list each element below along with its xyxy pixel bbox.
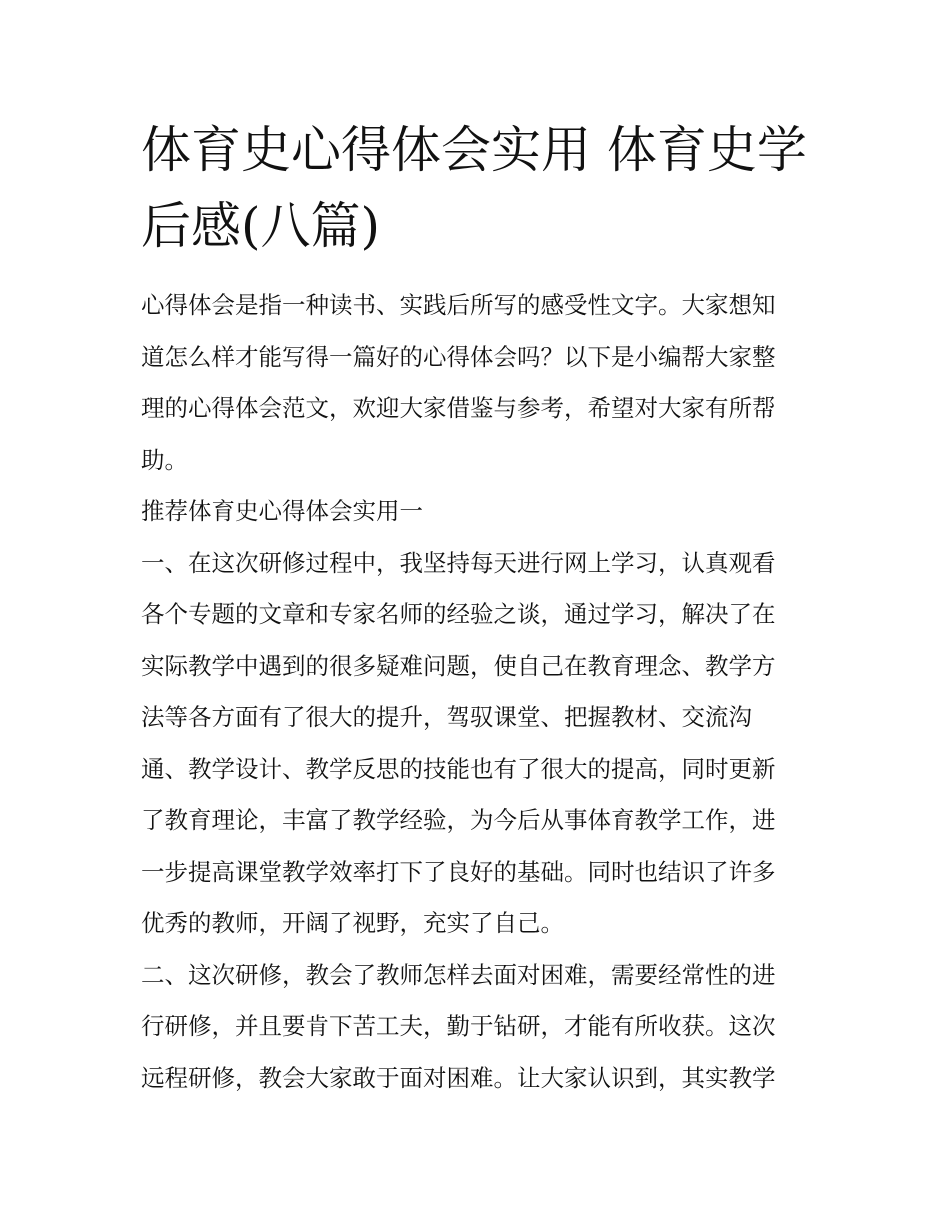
- title-line-2: 后感(八篇): [141, 197, 381, 255]
- body-line: 了教育理论，丰富了教学经验，为今后从事体育教学工作，进: [141, 806, 776, 834]
- body-line: 心得体会是指一种读书、实践后所写的感受性文字。大家想知: [141, 291, 776, 319]
- body-line: 助。: [141, 445, 188, 474]
- body-line: 法等各方面有了很大的提升，驾驭课堂、把握教材、交流沟: [141, 703, 752, 731]
- body-line: 优秀的教师，开阔了视野，充实了自己。: [141, 909, 564, 937]
- body-line: 一、在这次研修过程中，我坚持每天进行网上学习，认真观看: [141, 548, 776, 577]
- document-body: [141, 280, 813, 1104]
- body-line: 道怎么样才能写得一篇好的心得体会吗？以下是小编帮大家整: [141, 342, 776, 371]
- title-line-1: 体育史心得体会实用 体育史学: [141, 121, 807, 179]
- body-line: 二、这次研修，教会了教师怎样去面对困难，需要经常性的进: [141, 960, 776, 989]
- body-line: 理的心得体会范文，欢迎大家借鉴与参考，希望对大家有所帮: [141, 394, 776, 422]
- body-line: 实际教学中遇到的很多疑难问题，使自己在教育理念、教学方: [141, 651, 776, 680]
- body-line: 各个专题的文章和专家名师的经验之谈，通过学习，解决了在: [141, 600, 776, 628]
- body-line: 一步提高课堂教学效率打下了良好的基础。同时也结识了许多: [141, 857, 776, 886]
- section-heading: 推荐体育史心得体会实用一: [141, 497, 423, 525]
- document-title: [141, 112, 821, 264]
- body-line: 行研修，并且要肯下苦工夫，勤于钻研，才能有所收获。这次: [141, 1012, 776, 1040]
- body-line: 通、教学设计、教学反思的技能也有了很大的提高，同时更新: [141, 754, 776, 783]
- body-line: 远程研修，教会大家敢于面对困难。让大家认识到，其实教学: [141, 1063, 776, 1092]
